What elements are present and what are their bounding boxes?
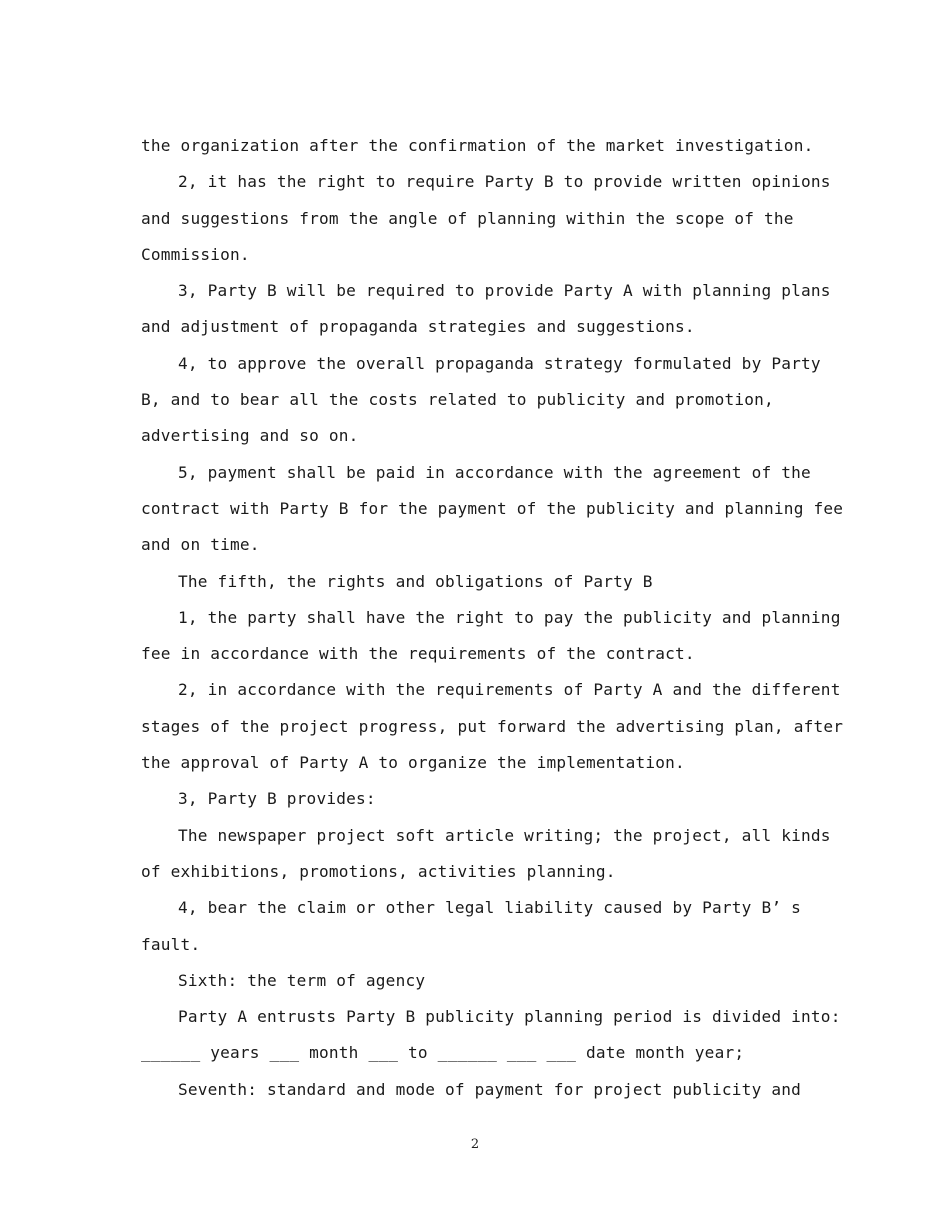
text-line: Party A entrusts Party B publicity planning period is divided into: xyxy=(178,1007,841,1027)
text-line: 1, the party shall have the right to pay the publicity and planning xyxy=(178,607,841,627)
text-line: The newspaper project soft article writing; the project, all kinds xyxy=(178,825,831,845)
text-line: Seventh: standard and mode of payment for project publicity and xyxy=(178,1079,802,1099)
text-line: B, and to bear all the costs related to publicity and promotion, xyxy=(141,390,774,410)
text-line: ______ years ___ month ___ to ______ ___ ___ date month year; xyxy=(141,1043,745,1063)
text-line: 5, payment shall be paid in accordance with the agreement of the xyxy=(178,462,811,482)
text-line: contract with Party B for the payment of the publicity and planning fee xyxy=(141,498,844,518)
text-line: 3, Party B will be required to provide Party A with planning plans xyxy=(178,281,831,301)
text-line: Commission. xyxy=(141,244,250,264)
text-line: of exhibitions, promotions, activities planning. xyxy=(141,861,616,881)
text-line: 4, to approve the overall propaganda strategy formulated by Party xyxy=(178,353,821,373)
text-line: fault. xyxy=(141,934,201,954)
text-line: advertising and so on. xyxy=(141,426,359,446)
text-line: and suggestions from the angle of planning within the scope of the xyxy=(141,208,794,228)
text-line: 4, bear the claim or other legal liability caused by Party B’ s xyxy=(178,898,802,918)
document-body xyxy=(141,128,844,1108)
page-number: 2 xyxy=(470,1137,480,1152)
text-line: stages of the project progress, put forward the advertising plan, after xyxy=(141,716,844,736)
text-line: and on time. xyxy=(141,535,260,555)
text-line: 2, it has the right to require Party B to provide written opinions xyxy=(178,172,831,192)
text-line: fee in accordance with the requirements of the contract. xyxy=(141,644,695,664)
text-line: The fifth, the rights and obligations of Party B xyxy=(178,571,653,591)
text-line: the approval of Party A to organize the implementation. xyxy=(141,753,685,773)
text-line: and adjustment of propaganda strategies and suggestions. xyxy=(141,317,695,337)
text-line: 2, in accordance with the requirements of Party A and the different xyxy=(178,680,841,700)
text-line: the organization after the confirmation of the market investigation. xyxy=(141,136,814,155)
text-line: Sixth: the term of agency xyxy=(178,970,426,990)
text-line: 3, Party B provides: xyxy=(178,789,376,809)
